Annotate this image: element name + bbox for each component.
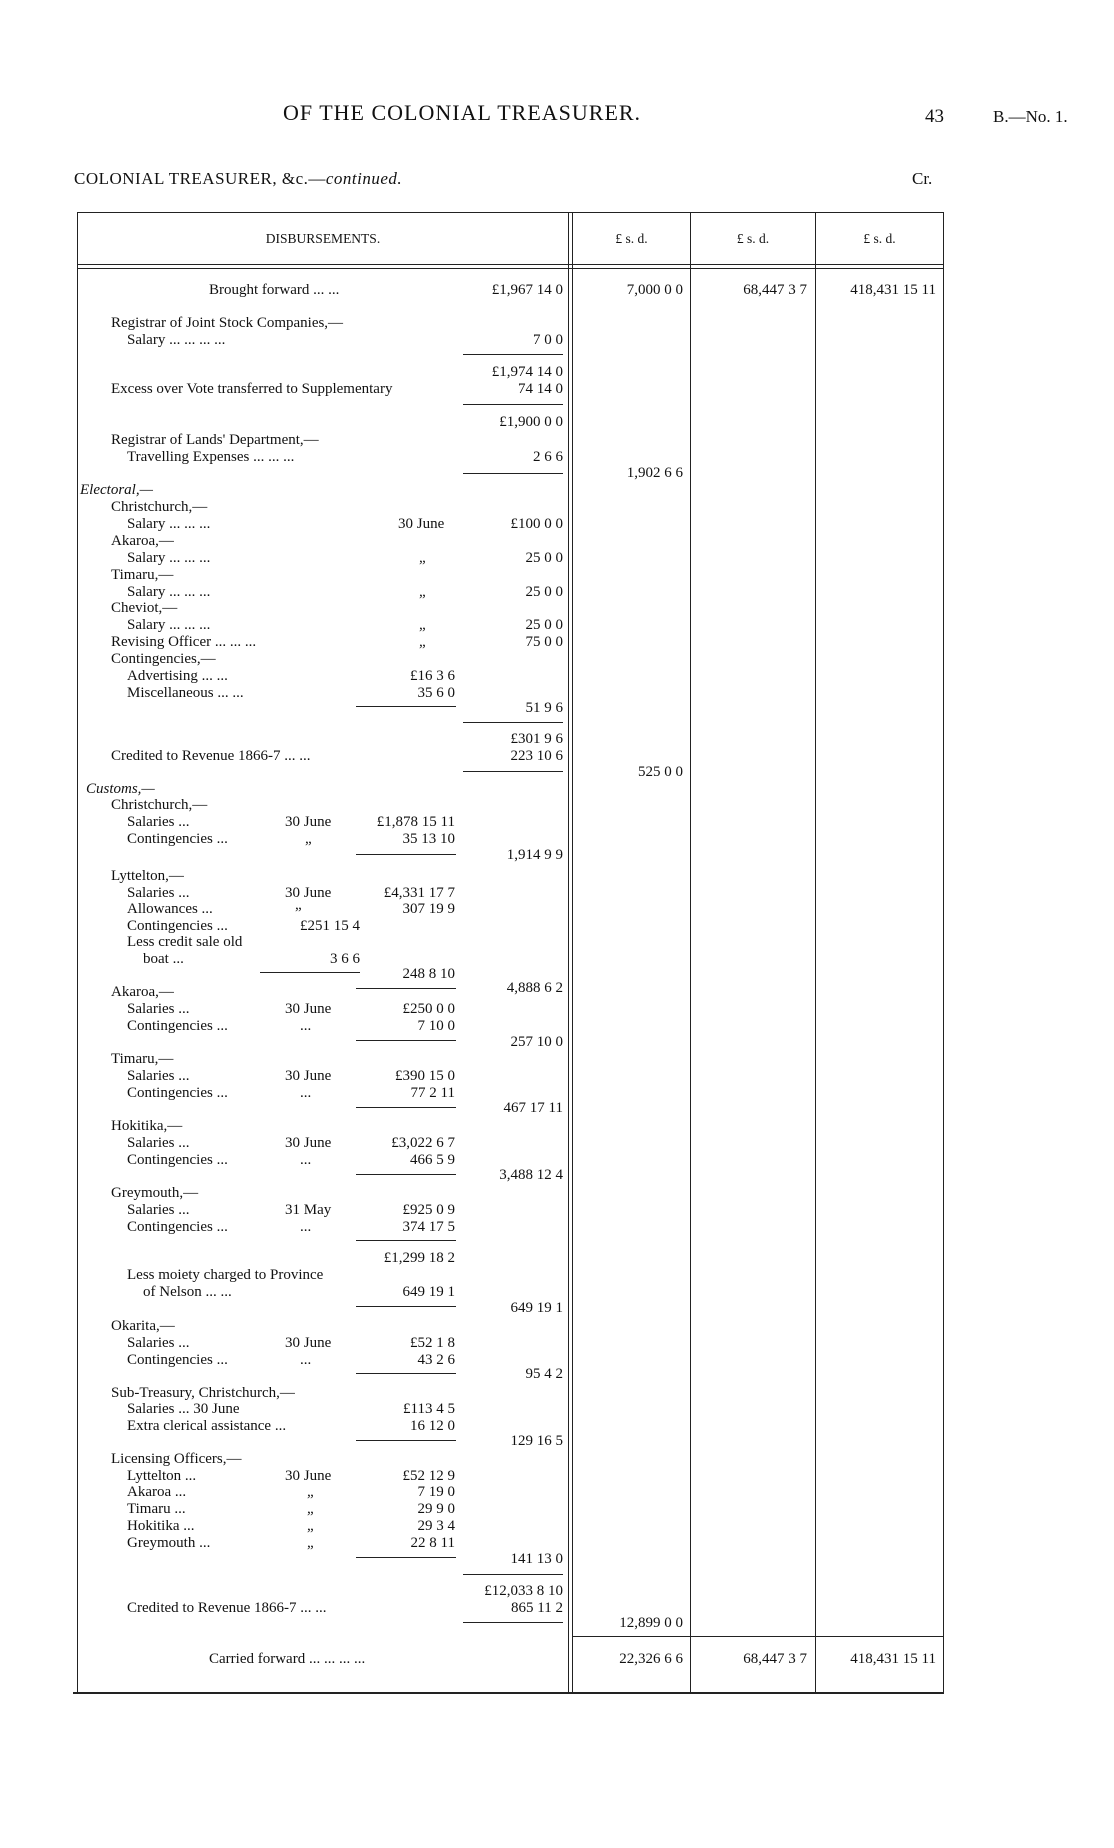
carried-forward-col3: 418,431 15 11 bbox=[850, 1651, 936, 1667]
carried-forward-col1: 22,326 6 6 bbox=[619, 1651, 683, 1667]
brought-forward-col2: 68,447 3 7 bbox=[743, 282, 807, 298]
amount: 35 6 0 bbox=[417, 685, 455, 701]
amount: £16 3 6 bbox=[410, 668, 455, 684]
customs-total: 12,899 0 0 bbox=[619, 1615, 683, 1631]
customs-grand-total: £12,033 8 10 bbox=[484, 1583, 563, 1599]
table-row: Timaru,— bbox=[111, 1051, 174, 1067]
brought-forward-col1: 7,000 0 0 bbox=[626, 282, 683, 298]
brought-forward-label: Brought forward ... ... bbox=[209, 282, 340, 298]
amount: 2 6 6 bbox=[533, 449, 563, 465]
table-row: Sub-Treasury, Christchurch,— bbox=[111, 1385, 295, 1401]
disbursements-header: DISBURSEMENTS. bbox=[265, 231, 381, 246]
table-row: Christchurch,— bbox=[111, 797, 208, 813]
table-row: Licensing Officers,— bbox=[111, 1451, 242, 1467]
registrar-total: 1,902 6 6 bbox=[626, 465, 683, 481]
table-row: Excess over Vote transferred to Supplementary bbox=[111, 381, 393, 397]
subtotal: 51 9 6 bbox=[525, 700, 563, 716]
table-row: Salary ... ... ... ... bbox=[127, 332, 226, 348]
table-row: Hokitika,— bbox=[111, 1118, 183, 1134]
table-row: Registrar of Joint Stock Companies,— bbox=[111, 315, 344, 331]
amount: 223 10 6 bbox=[510, 748, 563, 764]
table-row: Credited to Revenue 1866-7 ... ... bbox=[127, 1600, 327, 1616]
table-row: Credited to Revenue 1866-7 ... ... bbox=[111, 748, 311, 764]
table-row: Okarita,— bbox=[111, 1318, 175, 1334]
page-number: 43 bbox=[925, 106, 944, 127]
amount: 865 11 2 bbox=[511, 1600, 563, 1616]
credit-side-label: Cr. bbox=[912, 169, 933, 188]
subtotal: £301 9 6 bbox=[510, 731, 563, 747]
electoral-heading: Electoral,— bbox=[80, 482, 153, 498]
table-row: Akaroa,— bbox=[111, 984, 174, 1000]
customs-heading: Customs,— bbox=[86, 781, 155, 797]
section-subtitle: COLONIAL TREASURER, &c.—continued. bbox=[74, 169, 403, 188]
subtotal: £1,900 0 0 bbox=[499, 414, 563, 430]
brought-forward-amount: £1,967 14 0 bbox=[491, 282, 563, 298]
subtotal: £1,974 14 0 bbox=[491, 364, 563, 380]
money-header-3: £ s. d. bbox=[863, 231, 896, 246]
document-reference: B.—No. 1. bbox=[993, 107, 1068, 126]
table-row: Registrar of Lands' Department,— bbox=[111, 432, 319, 448]
money-header-2: £ s. d. bbox=[736, 231, 770, 246]
table-row: Travelling Expenses ... ... ... bbox=[127, 449, 295, 465]
table-row: Miscellaneous ... ... bbox=[127, 685, 244, 701]
table-row: Greymouth,— bbox=[111, 1185, 199, 1201]
carried-forward-label: Carried forward ... ... ... ... bbox=[209, 1651, 366, 1667]
table-row: Lyttelton,— bbox=[111, 868, 184, 884]
money-header-1: £ s. d. bbox=[615, 231, 648, 246]
carried-forward-col2: 68,447 3 7 bbox=[743, 1651, 807, 1667]
page-title: OF THE COLONIAL TREASURER. bbox=[283, 100, 642, 125]
brought-forward-col3: 418,431 15 11 bbox=[850, 282, 936, 298]
electoral-total: 525 0 0 bbox=[638, 764, 683, 780]
table-row: Advertising ... ... bbox=[127, 668, 228, 684]
amount: 7 0 0 bbox=[533, 332, 563, 348]
amount: 74 14 0 bbox=[518, 381, 563, 397]
